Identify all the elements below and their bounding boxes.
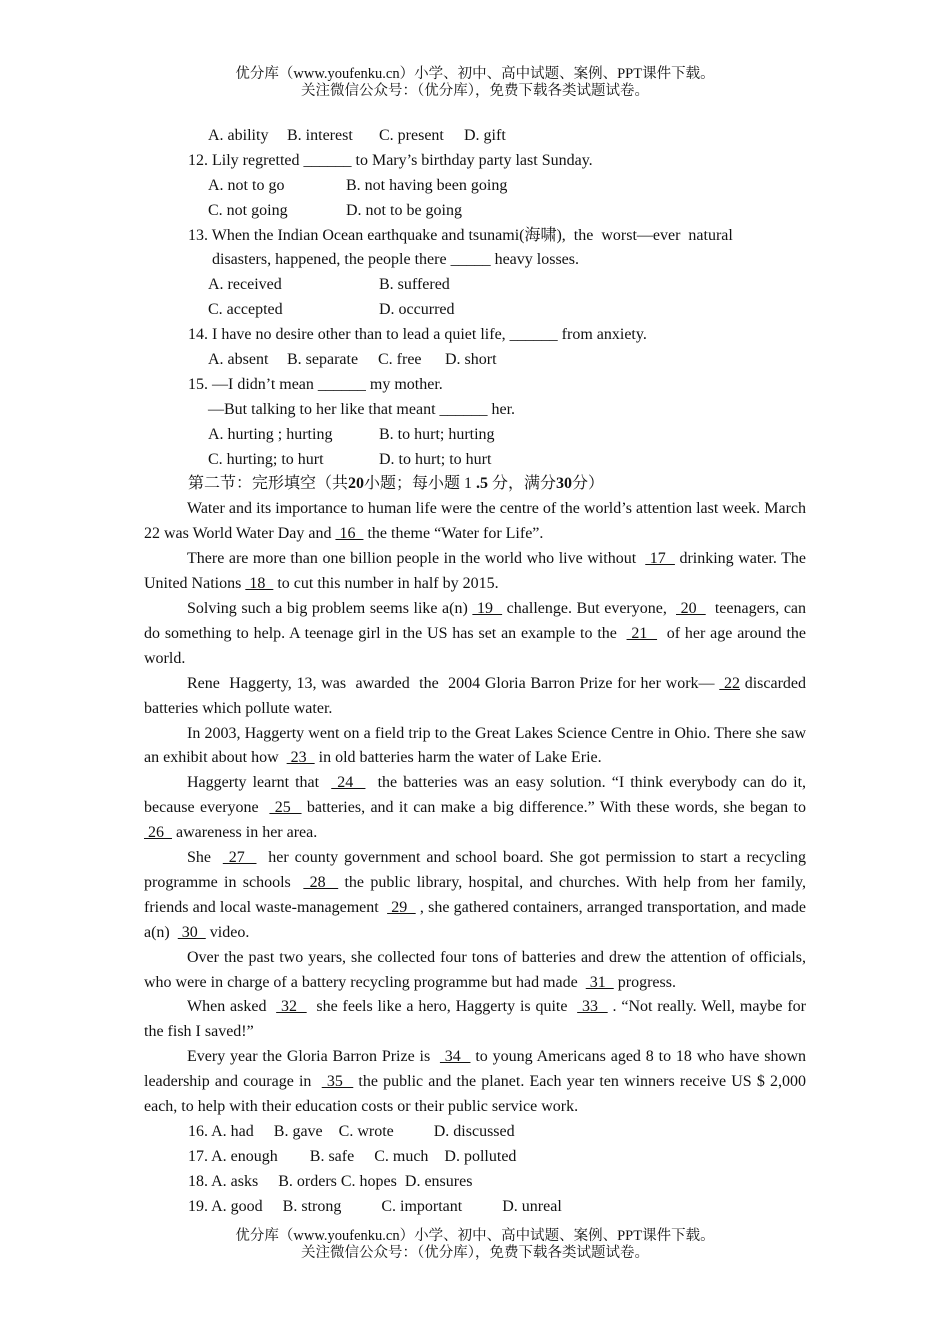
q13-option-d: D. occurred — [379, 301, 455, 319]
blank-17: 17 — [645, 550, 675, 568]
q11-option-b: B. interest — [287, 127, 353, 144]
section-heading-mid2: 分，满分 — [492, 475, 557, 493]
section-heading-suffix: 分） — [572, 475, 605, 493]
q15-option-d: D. to hurt; to hurt — [379, 450, 492, 468]
header-line-2: 关注微信公众号：（优分库），免费下载各类试题试卷。 — [301, 83, 649, 99]
q18-options: 18. A. asks B. orders C. hopes D. ensures — [188, 1172, 473, 1190]
q12-stem: 12. Lily regretted ______ to Mary’s birthday party last Sunday. — [188, 151, 593, 169]
blank-33: 33 — [577, 998, 608, 1016]
blank-16: 16 — [335, 525, 364, 543]
q11-option-d: D. gift — [464, 127, 506, 144]
q12-options-row1 — [144, 174, 806, 199]
passage-paragraph-1: Water and its importance to human life were the centre of the world’s attention last week. March 22 was World Water Day and 16 the theme “Water for Life”. — [144, 500, 806, 543]
blank-29: 29 — [387, 898, 416, 916]
q14-stem: 14. I have no desire other than to lead a quiet life, ______ from anxiety. — [188, 326, 647, 344]
q14-option-c: C. free — [378, 351, 422, 369]
blank-30: 30 — [177, 923, 206, 941]
blank-35: 35 — [321, 1073, 354, 1091]
blank-23: 23 — [286, 749, 315, 767]
blank-34: 34 — [439, 1048, 471, 1066]
blank-32: 32 — [276, 998, 307, 1016]
section-question-count: 20 — [348, 475, 365, 493]
blank-31: 31 — [585, 973, 614, 991]
q11-option-c: C. present — [379, 127, 444, 144]
q19-options: 19. A. good B. strong C. important D. unreal — [188, 1197, 562, 1215]
passage-paragraph-5: In 2003, Haggerty went on a field trip to the Great Lakes Science Centre in Ohio. There she saw an exhibit about how 23 in old batteries harm the water of Lake Erie. — [144, 724, 810, 767]
blank-27: 27 — [222, 849, 257, 867]
passage-paragraph-6: Haggerty learnt that 24 the batteries was an easy solution. “I think everybody can do it, because everyone 25 batteries, and it can make a big difference.” With these words, she began to 26 awareness in her area. — [144, 774, 815, 842]
blank-21: 21 — [626, 624, 658, 642]
q15-option-a: A. hurting ; hurting — [208, 425, 333, 443]
q13-option-a: A. received — [208, 276, 282, 294]
header-line-1: 优分库（www.youfenku.cn）小学、初中、高中试题、案例、PPT课件下载。 — [235, 66, 715, 82]
blank-18: 18 — [245, 575, 274, 593]
q15-stem-line1: 15. —I didn’t mean ______ my mother. — [188, 375, 443, 393]
q15-option-b: B. to hurt; hurting — [379, 425, 495, 443]
page-footer — [0, 1228, 950, 1262]
q13-stem-line1: 13. When the Indian Ocean earthquake and tsunami(海啸), the worst—ever natural — [188, 226, 733, 244]
q13-option-b: B. suffered — [379, 276, 450, 294]
section-heading-prefix: 第二节：完形填空（共 — [188, 475, 349, 493]
q12-option-a: A. not to go — [208, 176, 285, 194]
q14-option-d: D. short — [445, 351, 497, 369]
q11-option-a: A. ability — [208, 127, 269, 144]
q15-options-row1 — [144, 423, 806, 448]
q15-options-row2 — [144, 448, 806, 473]
q13-options-row1 — [144, 273, 806, 298]
q14-option-b: B. separate — [287, 351, 359, 369]
blank-22: 22 — [719, 674, 740, 692]
section-2-heading — [144, 472, 806, 497]
passage-paragraph-10: Every year the Gloria Barron Prize is 34 to young Americans aged 8 to 18 who have shown leadership and courage in 35 the public and the planet. Each year ten winners receive US $ 2,000 each, to help with their education costs or their public service work. — [144, 1048, 810, 1116]
q15-stem-line2: —But talking to her like that meant ______ her. — [208, 400, 516, 418]
footer-line-2: 关注微信公众号：（优分库），免费下载各类试题试卷。 — [301, 1245, 649, 1261]
q13-option-c: C. accepted — [208, 301, 283, 319]
q11-options — [144, 124, 806, 149]
section-total-points: 30 — [556, 475, 573, 493]
q15-option-c: C. hurting; to hurt — [208, 450, 324, 468]
blank-26: 26 — [144, 824, 172, 842]
passage-paragraph-2: There are more than one billion people in the world who live without 17 drinking water. The United Nations 18 to cut this number in half by 2015. — [144, 550, 807, 593]
q13-stem-line2: disasters, happened, the people there _____ heavy losses. — [212, 251, 580, 269]
blank-24: 24 — [331, 774, 366, 792]
page-header — [0, 66, 950, 100]
q12-option-d: D. not to be going — [346, 201, 462, 219]
footer-line-1: 优分库（www.youfenku.cn）小学、初中、高中试题、案例、PPT课件下载。 — [235, 1228, 715, 1244]
q14-option-a: A. absent — [208, 351, 269, 369]
q12-options-row2 — [144, 199, 806, 224]
q12-option-c: C. not going — [208, 201, 288, 219]
passage-paragraph-9: When asked 32 she feels like a hero, Haggerty is quite 33 . “Not really. Well, maybe for the fish I saved!” — [144, 998, 807, 1041]
q12-option-b: B. not having been going — [346, 176, 508, 194]
passage-paragraph-8: Over the past two years, she collected four tons of batteries and drew the attention of officials, who were in charge of a battery recycling programme but had made 31 progress. — [144, 948, 810, 991]
exam-content — [144, 124, 815, 1220]
blank-25: 25 — [269, 799, 302, 817]
blank-19: 19 — [472, 599, 503, 617]
q14-options — [144, 348, 806, 373]
passage-paragraph-7: She 27 her county government and school board. She got permission to start a recycling programme in schools 28 the public library, hospital, and churches. With help from her family, friends and local waste-management 29 , she gathered containers, arranged transportation, and made a(n) 30 video. — [144, 849, 811, 941]
passage-paragraph-3: Solving such a big problem seems like a(n) 19 challenge. But everyone, 20 teenagers, can do something to help. A teenage girl in the US has set an example to the 21 of her age around the world. — [144, 599, 811, 667]
passage-paragraph-4: Rene Haggerty, 13, was awarded the 2004 Gloria Barron Prize for her work— 22 discarded batteries which pollute water. — [144, 674, 807, 717]
q13-options-row2 — [144, 298, 806, 323]
q16-options: 16. A. had B. gave C. wrote D. discussed — [188, 1123, 515, 1141]
section-heading-mid: 小题；每小题 1 — [364, 475, 473, 493]
blank-28: 28 — [303, 873, 339, 891]
q17-options: 17. A. enough B. safe C. much D. polluted — [188, 1147, 517, 1165]
blank-20: 20 — [676, 599, 706, 617]
section-points-each: .5 — [476, 475, 489, 493]
